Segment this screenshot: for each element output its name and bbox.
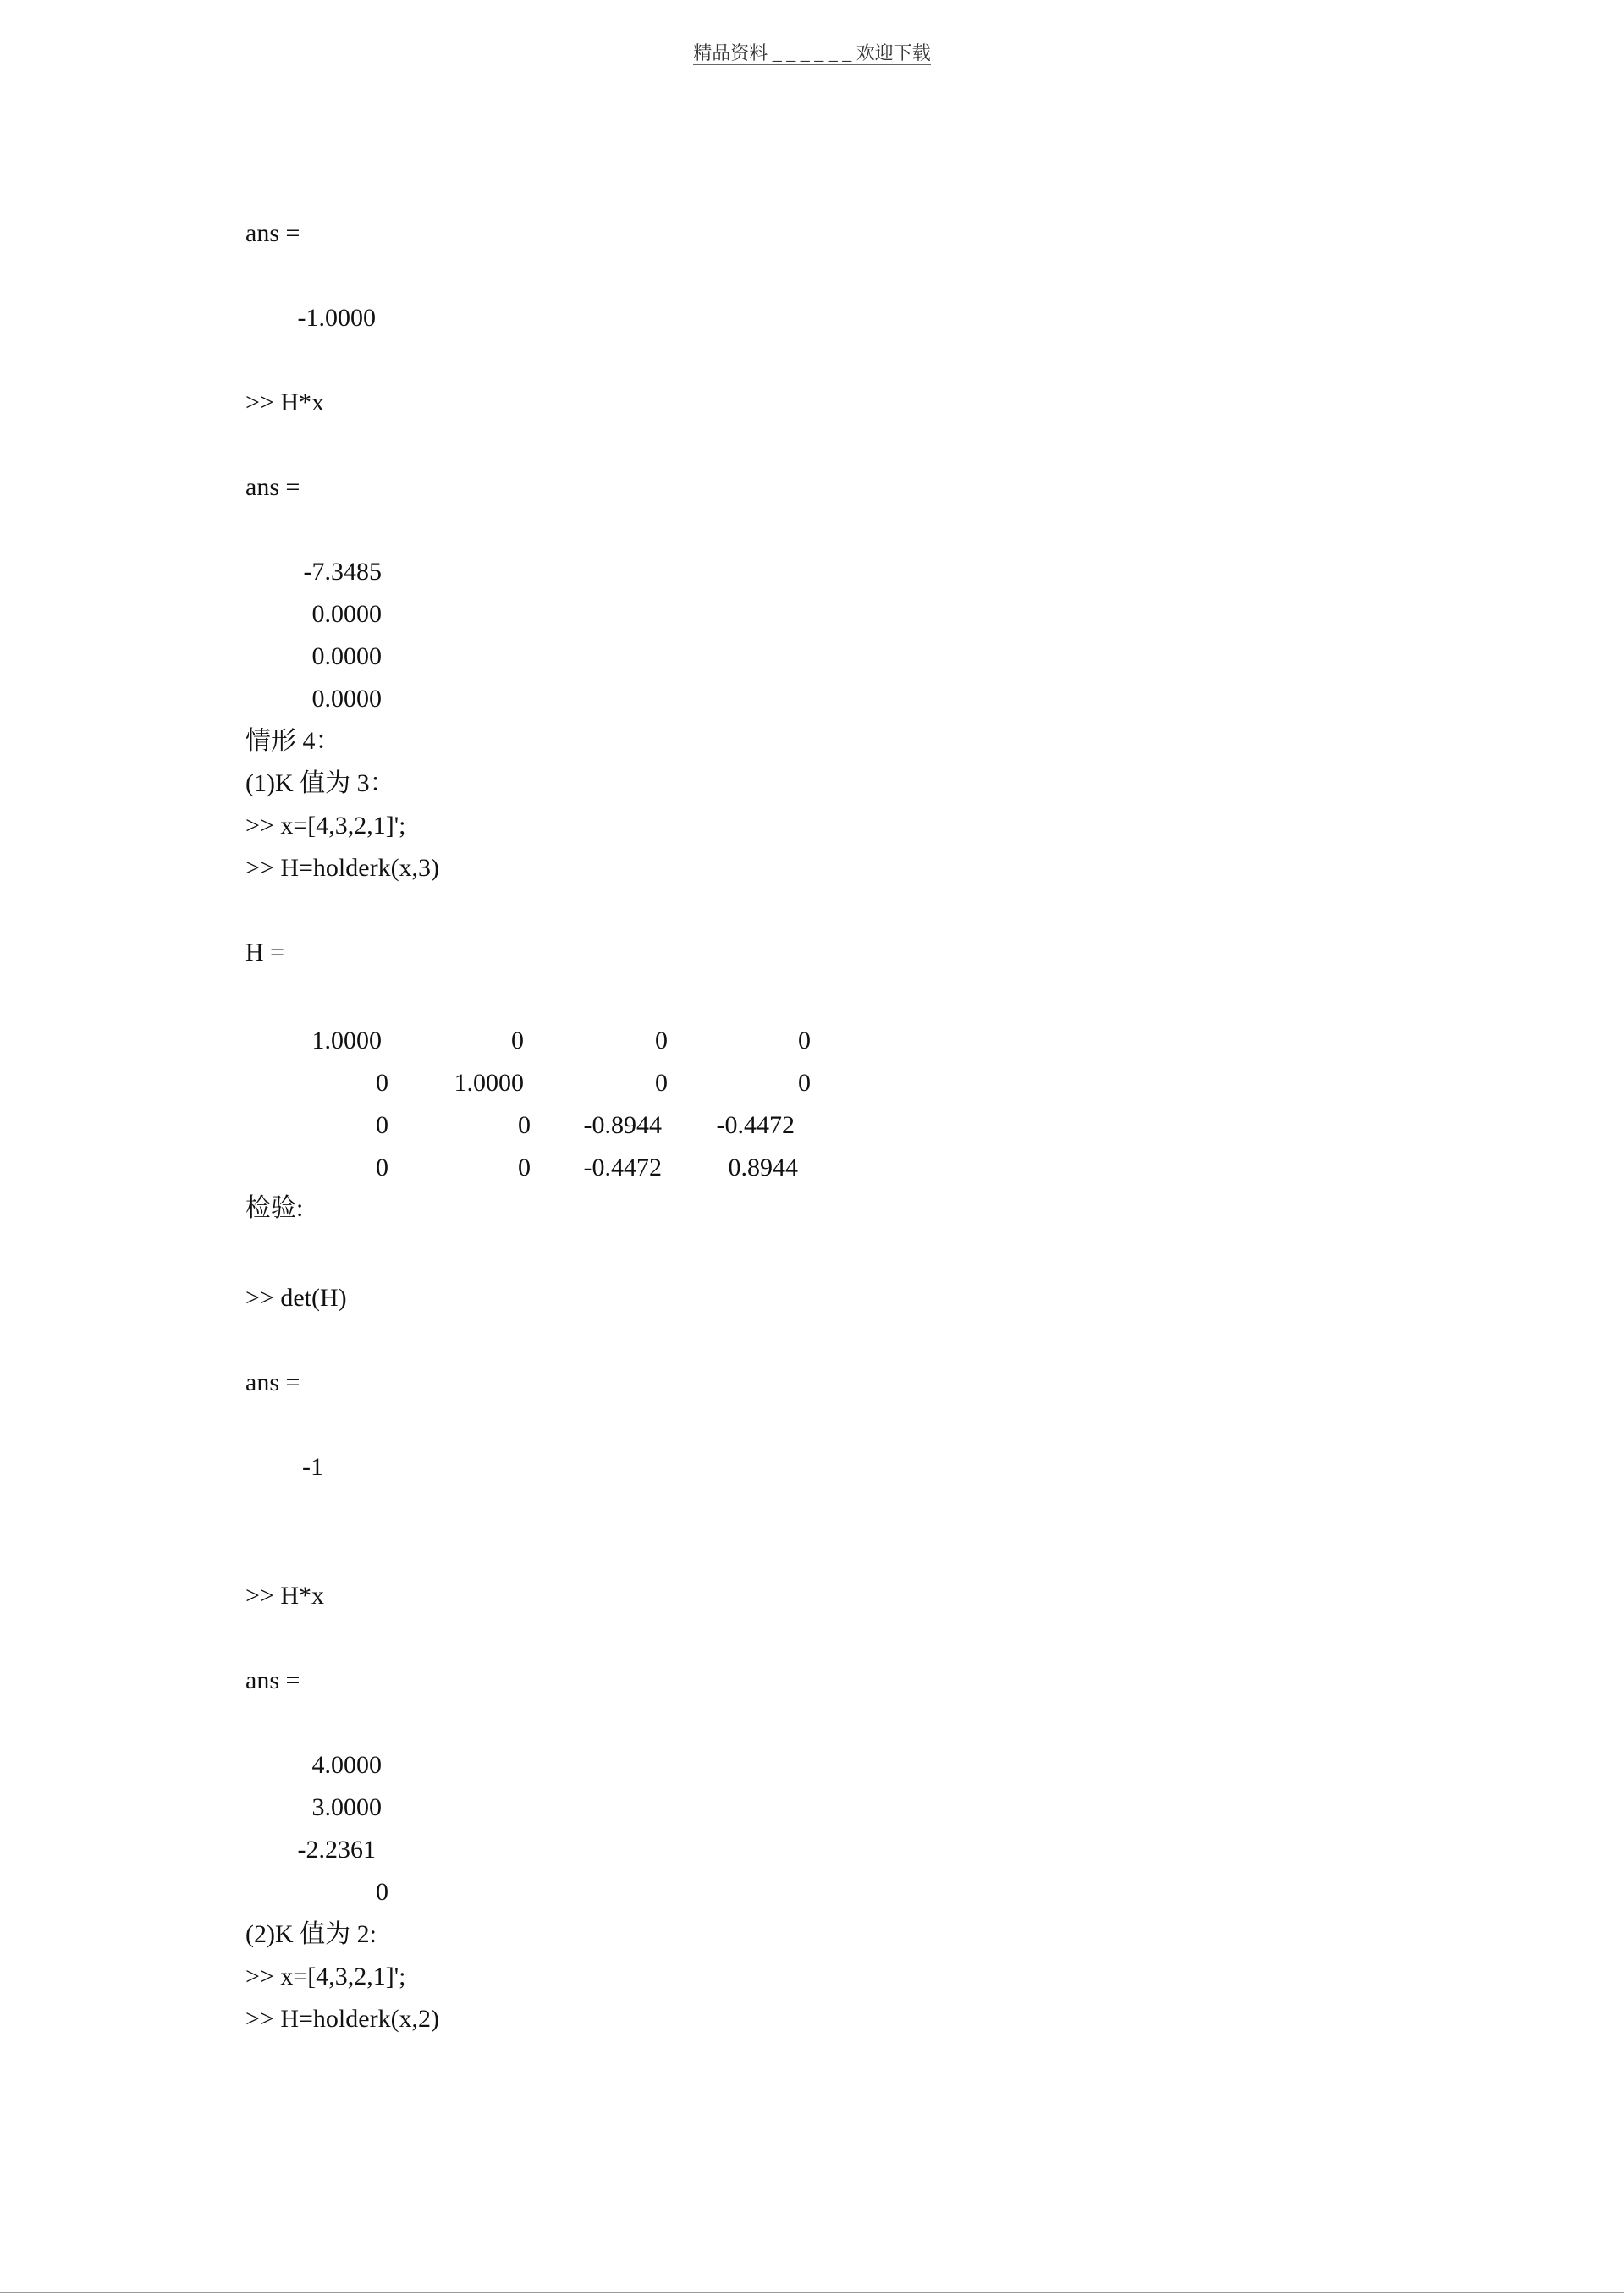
output-label: ans = — [245, 1368, 300, 1396]
section-label: 检验: — [245, 1194, 304, 1222]
command-line: >> H=holderk(x,3) — [245, 854, 440, 882]
matrix-cell: 0 — [376, 1154, 388, 1181]
matrix-cell: 0 — [376, 1069, 388, 1097]
command-line: >> x=[4,3,2,1]'; — [245, 812, 406, 840]
output-label: H = — [245, 939, 285, 966]
output-label: ans = — [245, 1666, 300, 1694]
output-value: -1.0000 — [297, 304, 376, 332]
vector-value: 0.0000 — [311, 685, 382, 713]
output-value: -1 — [302, 1453, 323, 1481]
vector-value: 0.0000 — [311, 642, 382, 670]
matrix-cell: 0 — [655, 1027, 668, 1054]
matrix-cell: 0 — [376, 1111, 388, 1139]
output-label: ans = — [245, 473, 300, 501]
matrix-cell: 0 — [511, 1027, 524, 1054]
vector-value: 4.0000 — [311, 1751, 382, 1779]
page-bottom-border — [0, 2292, 1624, 2293]
vector-value: 3.0000 — [311, 1793, 382, 1821]
matrix-cell: 0 — [798, 1027, 811, 1054]
command-line: >> H*x — [245, 1582, 325, 1610]
output-label: ans = — [245, 219, 300, 247]
subcase-heading: (1)K 值为 3： — [245, 769, 395, 797]
matrix-cell: 0 — [798, 1069, 811, 1097]
page-header — [0, 39, 1624, 65]
header-text: 精品资料 _ _ _ _ _ _ 欢迎下载 — [693, 42, 931, 63]
matrix-cell: 0 — [655, 1069, 668, 1097]
matrix-cell: 0 — [518, 1154, 531, 1181]
matrix-cell: 0 — [518, 1111, 531, 1139]
matrix-cell: 1.0000 — [454, 1069, 524, 1097]
matrix-cell: -0.4472 — [583, 1154, 662, 1181]
matrix-cell: 0.8944 — [728, 1154, 798, 1181]
matrix-cell: 1.0000 — [311, 1027, 382, 1054]
matrix-cell: -0.8944 — [583, 1111, 662, 1139]
command-line: >> x=[4,3,2,1]'; — [245, 1963, 406, 1990]
vector-value: 0 — [376, 1878, 388, 1906]
case-heading: 情形 4： — [245, 727, 341, 755]
command-line: >> H=holderk(x,2) — [245, 2005, 440, 2033]
matrix-cell: -0.4472 — [716, 1111, 795, 1139]
vector-value: -7.3485 — [303, 558, 382, 586]
command-line: >> det(H) — [245, 1284, 347, 1312]
subcase-heading: (2)K 值为 2: — [245, 1920, 377, 1948]
vector-value: 0.0000 — [311, 600, 382, 628]
vector-value: -2.2361 — [297, 1836, 376, 1864]
command-line: >> H*x — [245, 388, 325, 416]
